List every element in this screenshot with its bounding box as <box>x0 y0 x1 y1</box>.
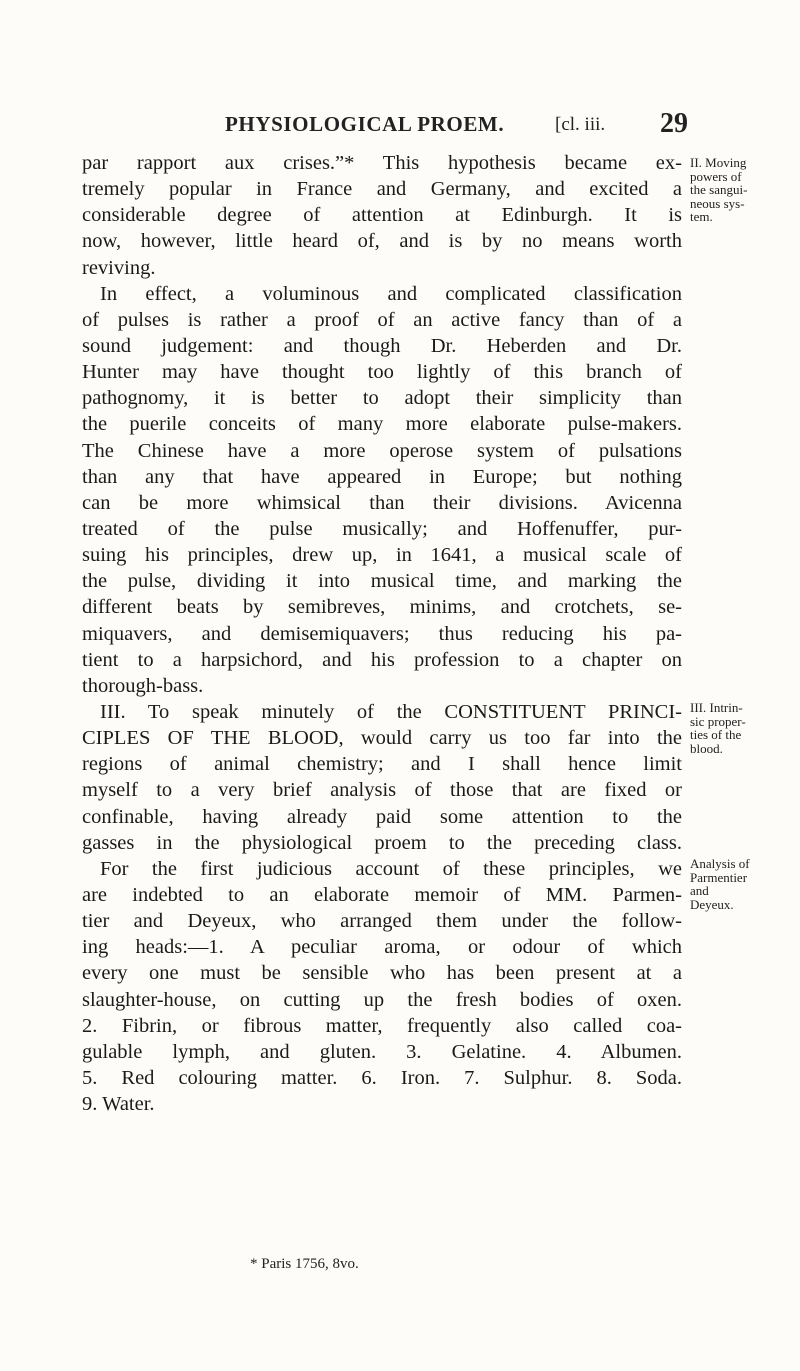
text-line: miquavers, and demisemiquavers; thus reducing his pa- <box>82 622 682 645</box>
margin-note-line: III. Intrin- <box>690 700 743 715</box>
body-text <box>82 150 682 1117</box>
text-line: every one must be sensible who has been present at a <box>82 962 682 985</box>
text-line: 2. Fibrin, or fibrous matter, frequently also called coa- <box>82 1014 682 1037</box>
text-line: gasses in the physiological proem to the preceding class. <box>82 831 682 854</box>
margin-note-moving-powers <box>690 156 798 224</box>
text-line: In effect, a voluminous and complicated classification <box>100 282 682 305</box>
text-line: reviving. <box>82 256 156 279</box>
margin-note-line: II. Moving <box>690 155 747 170</box>
text-line: are indebted to an elaborate memoir of MM. Parmen- <box>82 883 682 906</box>
text-line: of pulses is rather a proof of an active fancy than of a <box>82 308 682 331</box>
text-line: gulable lymph, and gluten. 3. Gelatine. 4. Albumen. <box>82 1040 682 1063</box>
margin-note-line: tem. <box>690 209 713 224</box>
text-line: tremely popular in France and Germany, and excited a <box>82 178 682 201</box>
text-line: pathognomy, it is better to adopt their simplicity than <box>82 387 682 410</box>
text-line: tier and Deyeux, who arranged them under the follow- <box>82 910 682 933</box>
margin-note-analysis <box>690 857 798 911</box>
text-line: 9. Water. <box>82 1093 155 1116</box>
chapter-reference: [cl. iii. <box>555 114 606 135</box>
page-number: 29 <box>660 108 688 139</box>
footnote: * Paris 1756, 8vo. <box>250 1256 359 1272</box>
margin-note-line: blood. <box>690 740 723 756</box>
text-line: myself to a very brief analysis of those that are fixed or <box>82 779 682 802</box>
text-line: III. To speak minutely of the CONSTITUENT PRINCI- <box>100 700 682 723</box>
text-line: thorough-bass. <box>82 674 204 697</box>
margin-note-line: the sangui- <box>690 182 748 197</box>
margin-note-line: ties of the <box>690 727 742 742</box>
text-line: ing heads:—1. A peculiar aroma, or odour of which <box>82 936 682 959</box>
text-line: different beats by semibreves, minims, and crotchets, se- <box>82 596 682 619</box>
text-line: the pulse, dividing it into musical time, and marking the <box>82 570 682 593</box>
text-line: considerable degree of attention at Edinburgh. It is <box>82 204 682 227</box>
margin-note-intrinsic-properties <box>690 701 798 755</box>
text-line: sound judgement: and though Dr. Heberden and Dr. <box>82 334 682 357</box>
text-line: For the first judicious account of these principles, we <box>100 857 682 880</box>
text-line: treated of the pulse musically; and Hoffenuffer, pur- <box>82 517 682 540</box>
text-line: the puerile conceits of many more elaborate pulse-makers. <box>82 413 682 436</box>
text-line: can be more whimsical than their divisions. Avicenna <box>82 491 682 514</box>
margin-note-line: neous sys- <box>690 195 745 211</box>
running-title: PHYSIOLOGICAL PROEM. <box>225 112 505 136</box>
text-line: Hunter may have thought too lightly of this branch of <box>82 361 682 384</box>
margin-note-line: Deyeux. <box>690 896 734 912</box>
text-line: now, however, little heard of, and is by no means worth <box>82 230 682 253</box>
text-line: confinable, having already paid some attention to the <box>82 805 682 828</box>
text-line: 5. Red colouring matter. 6. Iron. 7. Sulphur. 8. Soda. <box>82 1066 682 1089</box>
text-line: regions of animal chemistry; and I shall hence limit <box>82 753 682 776</box>
margin-note-line: Analysis of <box>690 856 750 871</box>
margin-note-line: powers of <box>690 168 742 184</box>
margin-note-line: Parmentier <box>690 869 748 885</box>
text-line: The Chinese have a more operose system of pulsations <box>82 439 682 462</box>
margin-note-line: sic proper- <box>690 713 746 729</box>
text-line: tient to a harpsichord, and his profession to a chapter on <box>82 648 682 671</box>
text-line: slaughter-house, on cutting up the fresh bodies of oxen. <box>82 988 682 1011</box>
text-line: CIPLES OF THE BLOOD, would carry us too far into the <box>82 727 682 750</box>
text-line: par rapport aux crises.”* This hypothesis became ex- <box>82 152 682 174</box>
text-line: suing his principles, drew up, in 1641, a musical scale of <box>82 544 682 567</box>
margin-note-line: and <box>690 883 709 898</box>
text-line: than any that have appeared in Europe; but nothing <box>82 465 682 488</box>
running-header <box>225 108 745 144</box>
